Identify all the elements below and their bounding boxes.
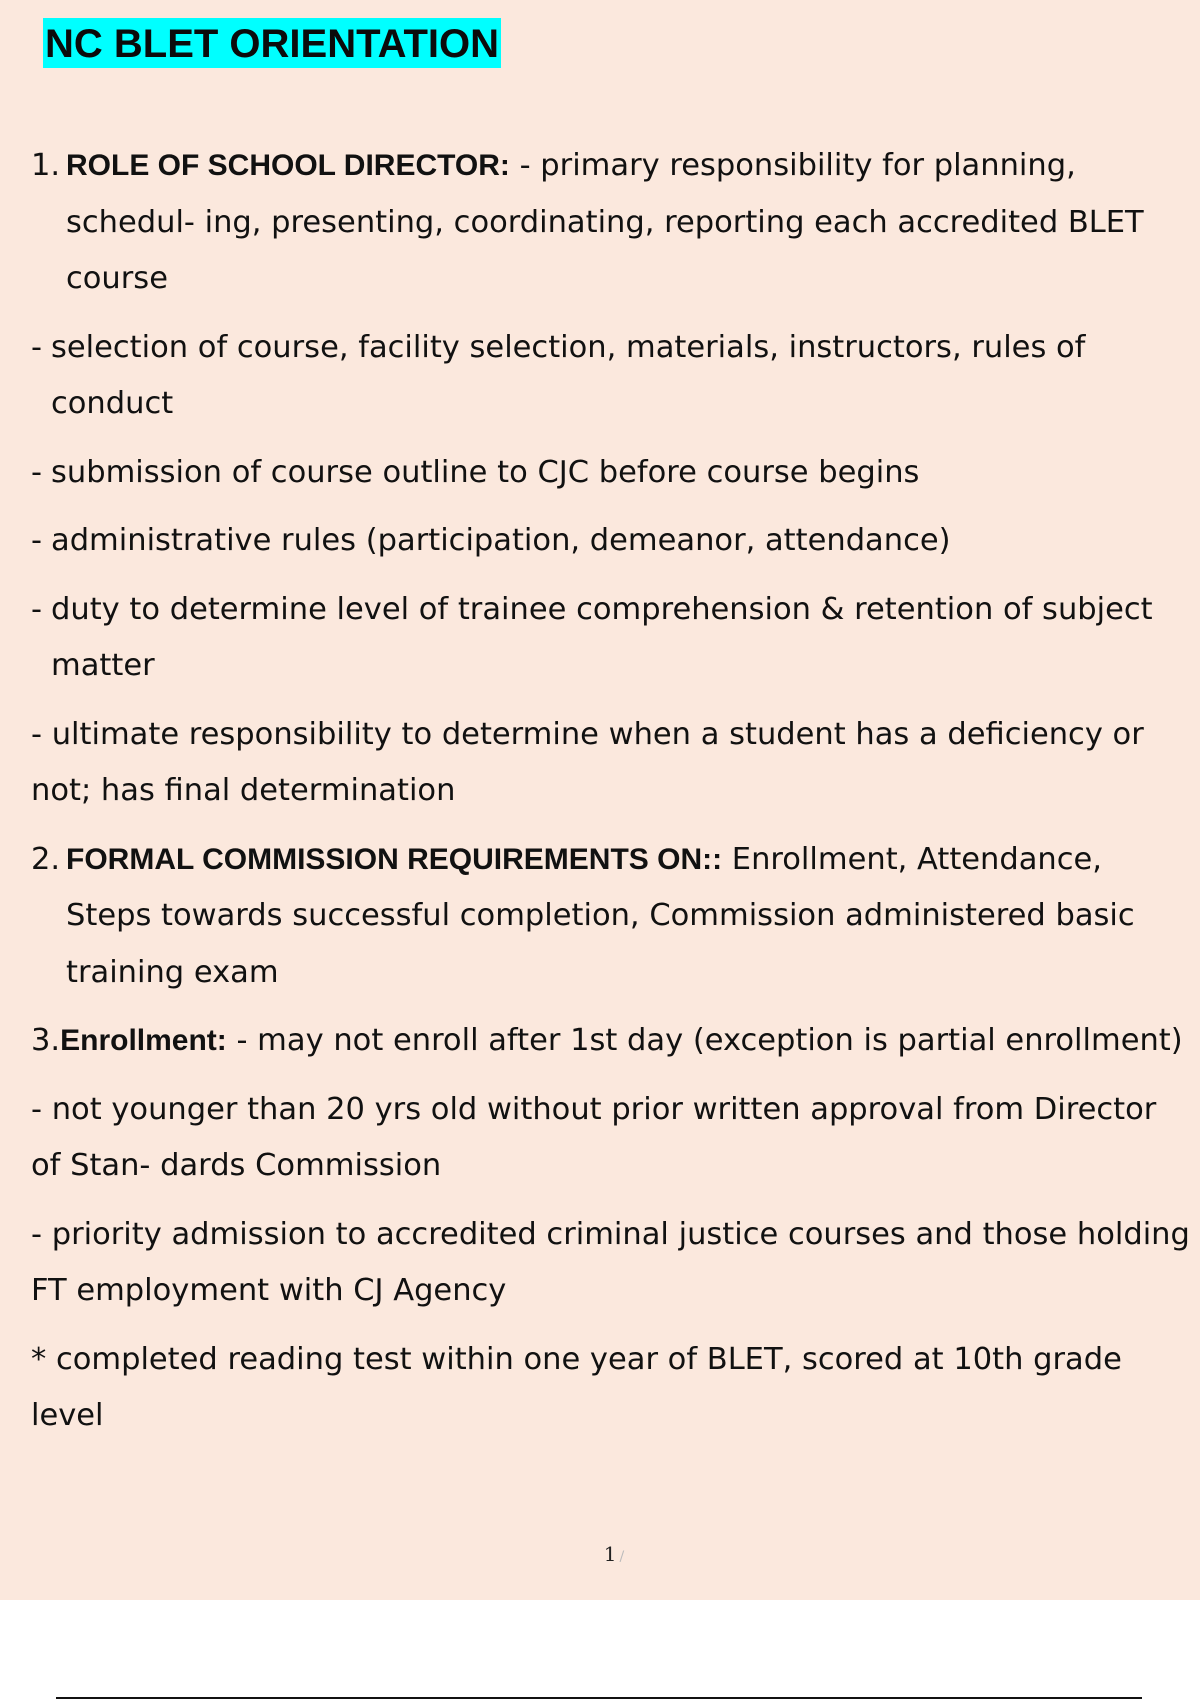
page-number bbox=[0, 1542, 1200, 1566]
dash-marker: - bbox=[31, 1216, 43, 1252]
list-item bbox=[31, 1207, 1191, 1320]
dash-marker: - bbox=[31, 716, 43, 752]
list-item-text: submission of course outline to CJC before course begins bbox=[51, 454, 920, 490]
list-item bbox=[31, 707, 1191, 820]
list-item bbox=[31, 445, 1191, 502]
section-heading: FORMAL COMMISSION REQUIREMENTS ON:: bbox=[66, 842, 723, 876]
list-item bbox=[31, 582, 1191, 695]
section-text: - may not enroll after 1st day (exception is partial enrollment) bbox=[226, 1023, 1183, 1058]
section-number: 3. bbox=[31, 1023, 61, 1058]
list-item-text: selection of course, facility selection, materials, instructors, rules of conduct bbox=[51, 329, 1086, 421]
section-formal-commission-requirements bbox=[31, 832, 1191, 1002]
section-heading: Enrollment: bbox=[60, 1024, 227, 1057]
dash-marker: - bbox=[31, 454, 43, 490]
section-enrollment bbox=[31, 1013, 1191, 1070]
section-number: 1. bbox=[31, 148, 61, 183]
list-item bbox=[31, 1082, 1191, 1195]
list-item bbox=[31, 513, 1191, 570]
reading-test-note: * completed reading test within one year of BLET, scored at 10th grade level bbox=[31, 1341, 1122, 1433]
list-item-text: duty to determine level of trainee comprehension & retention of subject matter bbox=[51, 591, 1153, 683]
dash-marker: - bbox=[31, 591, 43, 627]
list-item-text: ultimate responsibility to determine when a student has a deficiency or not; has final determination bbox=[31, 716, 1144, 808]
page-number-value: 1 bbox=[603, 1542, 617, 1566]
page-number-separator: / bbox=[619, 1549, 625, 1565]
document-title: NC BLET ORIENTATION bbox=[43, 18, 501, 68]
section-role-of-school-director bbox=[31, 138, 1191, 308]
section-text: - primary responsibility for planning, schedul- ing, presenting, coordinating, reporting each accredited BLET course bbox=[66, 148, 1144, 296]
dash-marker: - bbox=[31, 329, 43, 365]
dash-marker: - bbox=[31, 1091, 43, 1127]
document-body bbox=[31, 138, 1191, 1457]
page-divider-rule bbox=[56, 1697, 1142, 1699]
section-text: Enrollment, Attendance, Steps towards successful completion, Commission administered basic training exam bbox=[66, 841, 1135, 990]
dash-marker: - bbox=[31, 523, 43, 558]
list-item-text: priority admission to accredited criminal justice courses and those holding FT employment with CJ Agency bbox=[31, 1216, 1190, 1308]
section-heading: ROLE OF SCHOOL DIRECTOR: bbox=[66, 149, 510, 182]
section-number: 2. bbox=[31, 841, 61, 877]
list-item-text: administrative rules (participation, demeanor, attendance) bbox=[51, 523, 951, 558]
list-item-text: not younger than 20 yrs old without prior written approval from Director of Stan- dards Commission bbox=[31, 1091, 1157, 1183]
list-item bbox=[31, 320, 1191, 433]
